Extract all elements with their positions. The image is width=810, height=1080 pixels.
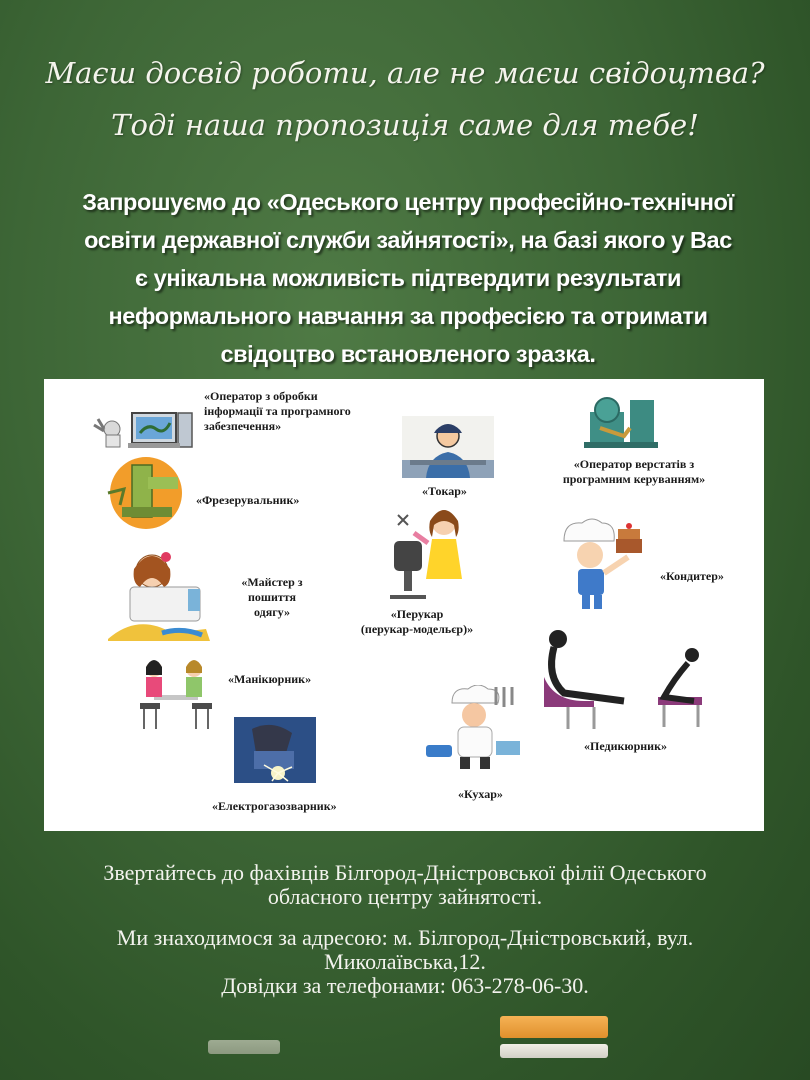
job-turner: «Токар»: [422, 484, 467, 498]
footer-line: обласного центру зайнятості.: [267, 884, 543, 909]
contact-footer: [0, 861, 810, 909]
job-label-line: інформації та програмного: [204, 404, 351, 418]
job-cook: «Кухар»: [458, 787, 503, 801]
job-label-line: одягу»: [254, 605, 290, 619]
footer-line: Звертайтесь до фахівців Білгород-Дністровської філії Одеського: [103, 860, 707, 885]
cook-icon: [424, 685, 524, 771]
intro-line: освіти державної служби зайнятості», на базі якого у Вас: [84, 227, 732, 253]
job-label-line: (перукар-модельєр)»: [360, 622, 474, 636]
job-pedicurist: «Педикюрник»: [584, 739, 667, 753]
job-label-line: «Перукар: [390, 607, 444, 621]
job-confectioner: «Кондитер»: [660, 569, 724, 583]
job-operator-it: [204, 389, 404, 434]
chalk-piece-white: [500, 1044, 608, 1058]
manicure-icon: [136, 655, 216, 737]
headline-line-2: Тоді наша пропозиція саме для тебе!: [111, 108, 699, 142]
footer-line: Миколаївська,12.: [324, 949, 486, 974]
hairdresser-icon: [384, 505, 474, 601]
job-label-line: забезпечення»: [204, 419, 282, 433]
milling-icon: [102, 451, 190, 531]
job-tailor: [232, 575, 312, 620]
chalk-piece-orange: [500, 1016, 608, 1038]
intro-line: неформального навчання за професією та отримати: [108, 303, 708, 329]
intro-line: Запрошуємо до «Одеського центру професійно-технічної: [82, 189, 734, 215]
job-welder: «Електрогазозварник»: [212, 799, 337, 813]
intro-line: є унікальна можливість підтвердити результати: [134, 265, 682, 291]
intro-text: [40, 183, 776, 373]
headline-line-1: Маєш досвід роботи, але не маєш свідоцтва?: [45, 56, 765, 90]
address-footer: [0, 926, 810, 998]
job-manicurist: «Манікюрник»: [228, 672, 312, 686]
job-label-line: «Оператор верстатів з: [573, 457, 695, 471]
job-cnc-operator: [549, 457, 719, 487]
confectioner-icon: [554, 517, 648, 613]
computer-icon: [92, 409, 197, 451]
job-hairdresser: [342, 607, 492, 637]
tailor-icon: [102, 549, 222, 645]
machine-icon: [580, 392, 660, 450]
intro-line: свідоцтво встановленого зразка.: [220, 341, 596, 367]
chalk-piece-small: [208, 1040, 280, 1054]
job-label-line: програмним керуванням»: [562, 472, 706, 486]
job-label-line: «Оператор з обробки: [204, 389, 318, 403]
footer-line: Ми знаходимося за адресою: м. Білгород-Дністровський, вул.: [116, 925, 694, 950]
welder-icon: [234, 717, 316, 783]
professions-panel: [44, 379, 764, 831]
job-miller: «Фрезерувальник»: [196, 493, 300, 507]
job-label-line: «Майстер з: [241, 575, 303, 589]
pedicure-icon: [538, 627, 712, 735]
footer-line: Довідки за телефонами: 063-278-06-30.: [221, 973, 589, 998]
turner-icon: [402, 416, 494, 478]
job-label-line: пошиття: [247, 590, 297, 604]
